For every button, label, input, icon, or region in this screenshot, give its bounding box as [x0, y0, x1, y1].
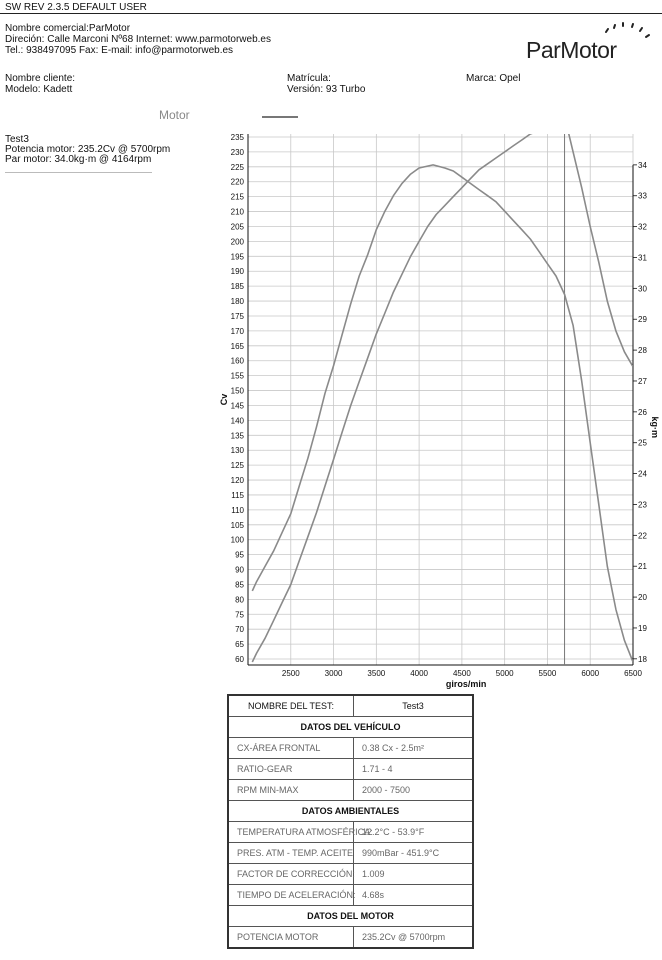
- y-tick-label: 70: [235, 625, 244, 635]
- y2-tick-label: 23: [638, 500, 647, 510]
- y2-tick-label: 28: [638, 346, 647, 356]
- y2-tick-label: 32: [638, 222, 647, 232]
- software-version: SW REV 2.3.5 DEFAULT USER: [5, 2, 147, 13]
- company-name: Nombre comercial:ParMotor: [5, 23, 131, 34]
- y-tick-label: 190: [230, 267, 244, 277]
- company-contact: Tel.: 938497095 Fax: E-mail: info@parmotorweb.es: [5, 45, 234, 56]
- y2-tick-label: 33: [638, 191, 647, 201]
- y-tick-label: 220: [230, 177, 244, 187]
- ratio-label: RATIO-GEAR: [228, 759, 354, 780]
- ratio-value: 1.71 - 4: [354, 759, 474, 780]
- x-tick-label: 5000: [495, 669, 514, 678]
- y2-axis-label: kg·m: [650, 416, 660, 439]
- section-vehicle-title: DATOS DEL VEHÍCULO: [228, 717, 473, 738]
- y-tick-label: 160: [230, 356, 244, 366]
- pressure-value: 990mBar - 451.9°C: [354, 843, 474, 864]
- vehicle-brand: Marca: Opel: [466, 73, 521, 84]
- y-tick-label: 130: [230, 446, 244, 456]
- x-axis-label: giros/min: [445, 679, 487, 689]
- table-row: [228, 695, 473, 717]
- y-tick-label: 100: [230, 535, 244, 545]
- y2-tick-label: 20: [638, 593, 647, 603]
- y2-tick-label: 22: [638, 531, 647, 541]
- y-tick-label: 150: [230, 386, 244, 396]
- table-row: [228, 780, 473, 801]
- y2-tick-label: 31: [638, 253, 647, 263]
- table-row: [228, 843, 473, 864]
- power-value: 235.2Cv @ 5700rpm: [354, 927, 474, 949]
- rpm-value: 2000 - 7500: [354, 780, 474, 801]
- y-tick-label: 85: [235, 580, 244, 590]
- series-legend-swatch: [262, 116, 298, 118]
- test-data-table: [227, 694, 474, 949]
- y2-tick-label: 30: [638, 284, 647, 294]
- y-tick-label: 175: [230, 311, 244, 321]
- x-tick-label: 3500: [367, 669, 386, 678]
- x-tick-label: 4000: [410, 669, 429, 678]
- x-tick-label: 2500: [281, 669, 300, 678]
- y-tick-label: 170: [230, 326, 244, 336]
- y-axis-ticks: [231, 133, 245, 664]
- x-tick-label: 3000: [324, 669, 343, 678]
- y-tick-label: 185: [230, 282, 244, 292]
- temp-value: 12.2°C - 53.9°F: [354, 822, 474, 843]
- y-tick-label: 125: [230, 461, 244, 471]
- x-tick-label: 4500: [452, 669, 471, 678]
- y2-tick-label: 24: [638, 469, 647, 479]
- y2-tick-label: 26: [638, 407, 647, 417]
- section-motor-title: DATOS DEL MOTOR: [228, 906, 473, 927]
- vehicle-version: Versión: 93 Turbo: [287, 84, 366, 95]
- y2-tick-label: 18: [638, 654, 647, 664]
- y-tick-label: 115: [231, 490, 244, 500]
- y-tick-label: 230: [230, 147, 244, 157]
- vehicle-model: Modelo: Kadett: [5, 84, 73, 95]
- y2-tick-label: 21: [638, 562, 647, 572]
- accel-value: 4.68s: [354, 885, 474, 906]
- section-header-row: [228, 717, 473, 738]
- power-series-line: [252, 125, 633, 662]
- y2-axis-ticks: [633, 161, 647, 664]
- cx-label: CX-ÁREA FRONTAL: [228, 738, 354, 759]
- y-tick-label: 90: [235, 565, 244, 575]
- company-address: Direción: Calle Marconi Nº68 Internet: www.parmotorweb.es: [5, 34, 271, 45]
- y-tick-label: 110: [231, 505, 244, 515]
- y-tick-label: 140: [230, 416, 244, 426]
- table-row: [228, 738, 473, 759]
- accel-label: TIEMPO DE ACELERACIÓN:: [228, 885, 354, 906]
- chart-series: [252, 125, 633, 665]
- logo-wordmark: ParMotor: [526, 37, 617, 63]
- legend-divider: [5, 172, 152, 173]
- x-tick-label: 6000: [581, 669, 600, 678]
- y-tick-label: 225: [230, 162, 244, 172]
- y-tick-label: 195: [230, 252, 244, 262]
- pressure-label: PRES. ATM - TEMP. ACEITE: [228, 843, 354, 864]
- torque-result: Par motor: 34.0kg·m @ 4164rpm: [5, 154, 152, 165]
- y-tick-label: 95: [235, 550, 244, 560]
- factor-label: FACTOR DE CORRECCIÓN:: [228, 864, 354, 885]
- y-tick-label: 60: [235, 655, 244, 665]
- y-tick-label: 200: [230, 237, 244, 247]
- plate-label: Matrícula:: [287, 73, 331, 84]
- cx-value: 0.38 Cx - 2.5m²: [354, 738, 474, 759]
- y2-tick-label: 34: [638, 160, 647, 170]
- x-tick-label: 6500: [624, 669, 642, 678]
- y-tick-label: 145: [230, 401, 244, 411]
- y-tick-label: 205: [230, 222, 244, 232]
- header-divider: [0, 13, 662, 14]
- section-ambient-title: DATOS AMBIENTALES: [228, 801, 473, 822]
- y2-tick-label: 29: [638, 315, 647, 325]
- y-tick-label: 180: [230, 297, 244, 307]
- y2-tick-label: 27: [638, 376, 647, 386]
- y2-tick-label: 19: [638, 623, 647, 633]
- y-tick-label: 135: [230, 431, 244, 441]
- section-header-row: [228, 801, 473, 822]
- client-name-label: Nombre cliente:: [5, 73, 76, 84]
- y-tick-label: 80: [235, 595, 244, 605]
- test-name-label: NOMBRE DEL TEST:: [228, 695, 354, 717]
- power-result: Potencia motor: 235.2Cv @ 5700rpm: [5, 144, 171, 155]
- y-tick-label: 210: [230, 207, 244, 217]
- y-axis-label: Cv: [219, 393, 229, 406]
- y2-tick-label: 25: [638, 438, 647, 448]
- torque-series-line: [252, 165, 633, 662]
- test-name: Test3: [5, 134, 29, 145]
- y-tick-label: 215: [230, 192, 244, 202]
- table-row: [228, 822, 473, 843]
- temp-label: TEMPERATURA ATMOSFÉRICA:: [228, 822, 354, 843]
- parmotor-logo: [526, 22, 660, 66]
- y-tick-label: 165: [230, 341, 244, 351]
- power-label: POTENCIA MOTOR: [228, 927, 354, 949]
- y-tick-label: 120: [230, 476, 244, 486]
- y-tick-label: 65: [235, 640, 244, 650]
- table-row: [228, 759, 473, 780]
- table-row: [228, 927, 473, 949]
- y-tick-label: 75: [235, 610, 244, 620]
- x-axis-ticks: [282, 669, 643, 678]
- chart-grid: [248, 134, 633, 665]
- x-tick-label: 5500: [538, 669, 557, 678]
- factor-value: 1.009: [354, 864, 474, 885]
- rpm-label: RPM MIN-MAX: [228, 780, 354, 801]
- table-row: [228, 864, 473, 885]
- y-tick-label: 105: [230, 520, 244, 530]
- y-tick-label: 235: [230, 132, 244, 142]
- section-header-row: [228, 906, 473, 927]
- dyno-chart: [195, 128, 662, 694]
- series-legend-label: Motor: [159, 108, 190, 122]
- table-row: [228, 885, 473, 906]
- y-tick-label: 155: [230, 371, 244, 381]
- test-name-value: Test3: [354, 695, 474, 717]
